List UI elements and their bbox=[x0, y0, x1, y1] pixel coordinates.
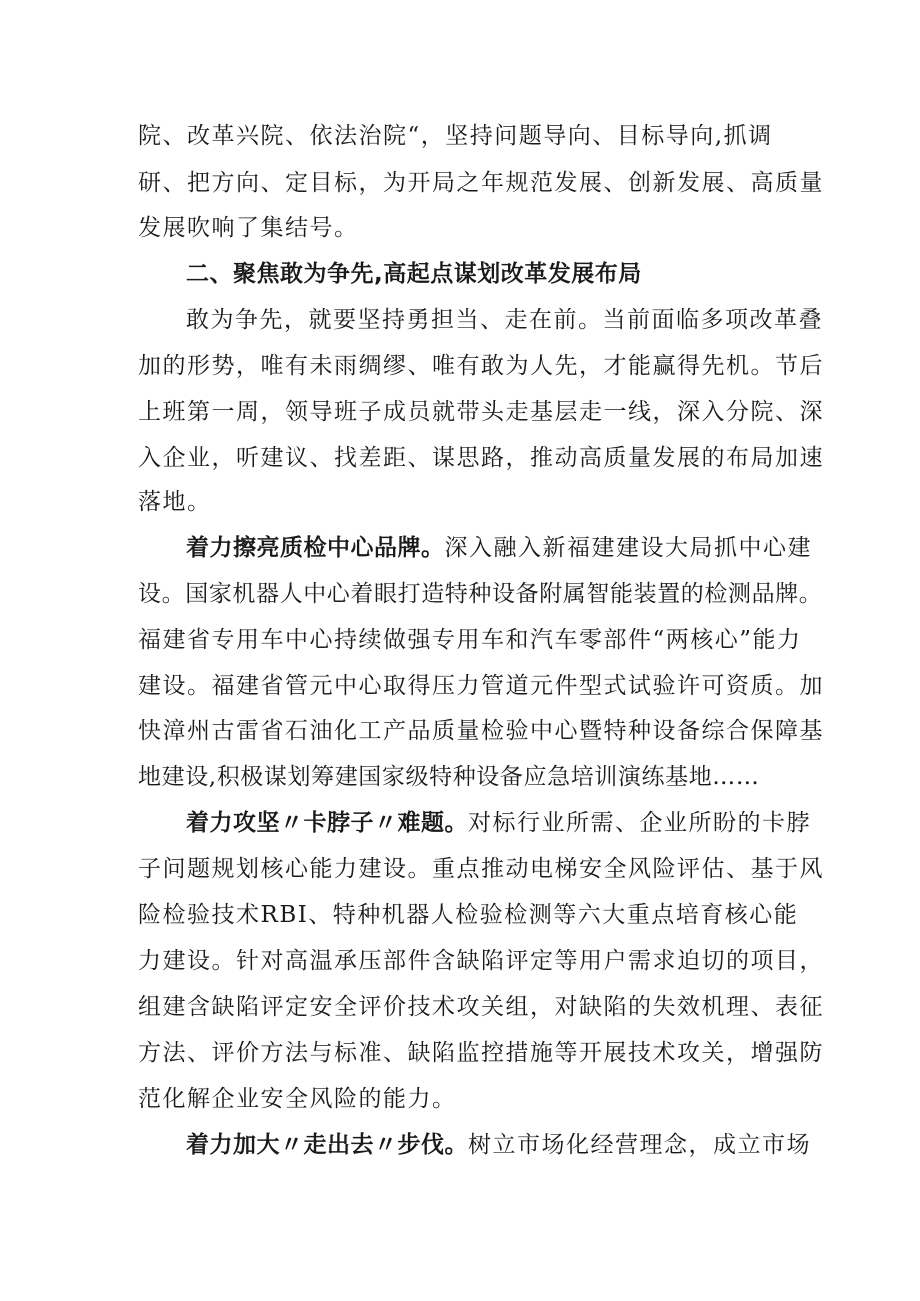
paragraph-4-line-6: 方法、评价方法与标准、缺陷监控措施等开展技术攻关，增强防 bbox=[138, 1040, 824, 1066]
paragraph-2-line-1: 敢为争先，就要坚持勇担当、走在前。当前面临多项改革叠 bbox=[186, 307, 823, 333]
paragraph-2-line-5: 落地。 bbox=[138, 489, 212, 515]
paragraph-1-line-3: 发展吹响了集结号。 bbox=[138, 215, 359, 241]
paragraph-5-line-1-text: 树立市场化经营理念，成立市场 bbox=[468, 1132, 811, 1158]
paragraph-4-line-1-text: 对标行业所需、企业所盼的卡脖 bbox=[468, 810, 811, 836]
paragraph-2-line-4: 入企业，听建议、找差距、谋思路，推动高质量发展的布局加速 bbox=[138, 445, 824, 471]
paragraph-3-line-1-text: 深入融入新福建建设大局抓中心建 bbox=[444, 535, 812, 561]
paragraph-4-line-5: 组建含缺陷评定安全评价技术攻关组，对缺陷的失效机理、表征 bbox=[138, 994, 824, 1020]
paragraph-5-lead: 着力加大〃走出去〃步伐。 bbox=[186, 1132, 468, 1158]
paragraph-4-line-7: 范化解企业安全风险的能力。 bbox=[138, 1086, 457, 1112]
paragraph-4-line-2: 子问题规划核心能力建设。重点推动电梯安全风险评估、基于风 bbox=[138, 856, 824, 882]
paragraph-2-line-3: 上班第一周，领导班子成员就带头走基层走一线，深入分院、深 bbox=[138, 399, 824, 425]
paragraph-3-line-2: 设。国家机器人中心着眼打造特种设备附属智能装置的检测品牌。 bbox=[138, 581, 823, 607]
paragraph-4-line-4: 力建设。针对高温承压部件含缺陷评定等用户需求迫切的项目， bbox=[138, 948, 824, 974]
paragraph-3-line-5: 快漳州古雷省石油化工产品质量检验中心暨特种设备综合保障基 bbox=[138, 718, 824, 744]
paragraph-3-line-1 bbox=[186, 531, 812, 565]
paragraph-4-line-1 bbox=[186, 806, 811, 840]
paragraph-3-line-6: 地建设,积极谋划筹建国家级特种设备应急培训演练基地…… bbox=[138, 764, 760, 790]
section-2-heading: 二、聚焦敢为争先,高起点谋划改革发展布局 bbox=[186, 261, 642, 287]
paragraph-2-line-2: 加的形势，唯有未雨绸缪、唯有敢为人先，才能赢得先机。节后 bbox=[138, 353, 824, 379]
paragraph-1-line-1: 院、改革兴院、依法治院“，坚持问题导向、目标导向,抓调 bbox=[138, 123, 773, 149]
paragraph-5-line-1 bbox=[186, 1128, 811, 1162]
paragraph-1-line-2: 研、把方向、定目标，为开局之年规范发展、创新发展、高质量 bbox=[138, 170, 824, 196]
paragraph-3-line-3: 福建省专用车中心持续做强专用车和汽车零部件“两核心”能力 bbox=[138, 627, 802, 653]
paragraph-3-lead: 着力擦亮质检中心品牌。 bbox=[186, 535, 445, 561]
paragraph-4-lead: 着力攻坚〃卡脖子〃难题。 bbox=[186, 810, 468, 836]
paragraph-4-line-3: 险检验技术RBI、特种机器人检验检测等六大重点培育核心能 bbox=[138, 902, 799, 928]
paragraph-3-line-4: 建设。福建省管元中心取得压力管道元件型式试验许可资质。加 bbox=[138, 673, 824, 699]
